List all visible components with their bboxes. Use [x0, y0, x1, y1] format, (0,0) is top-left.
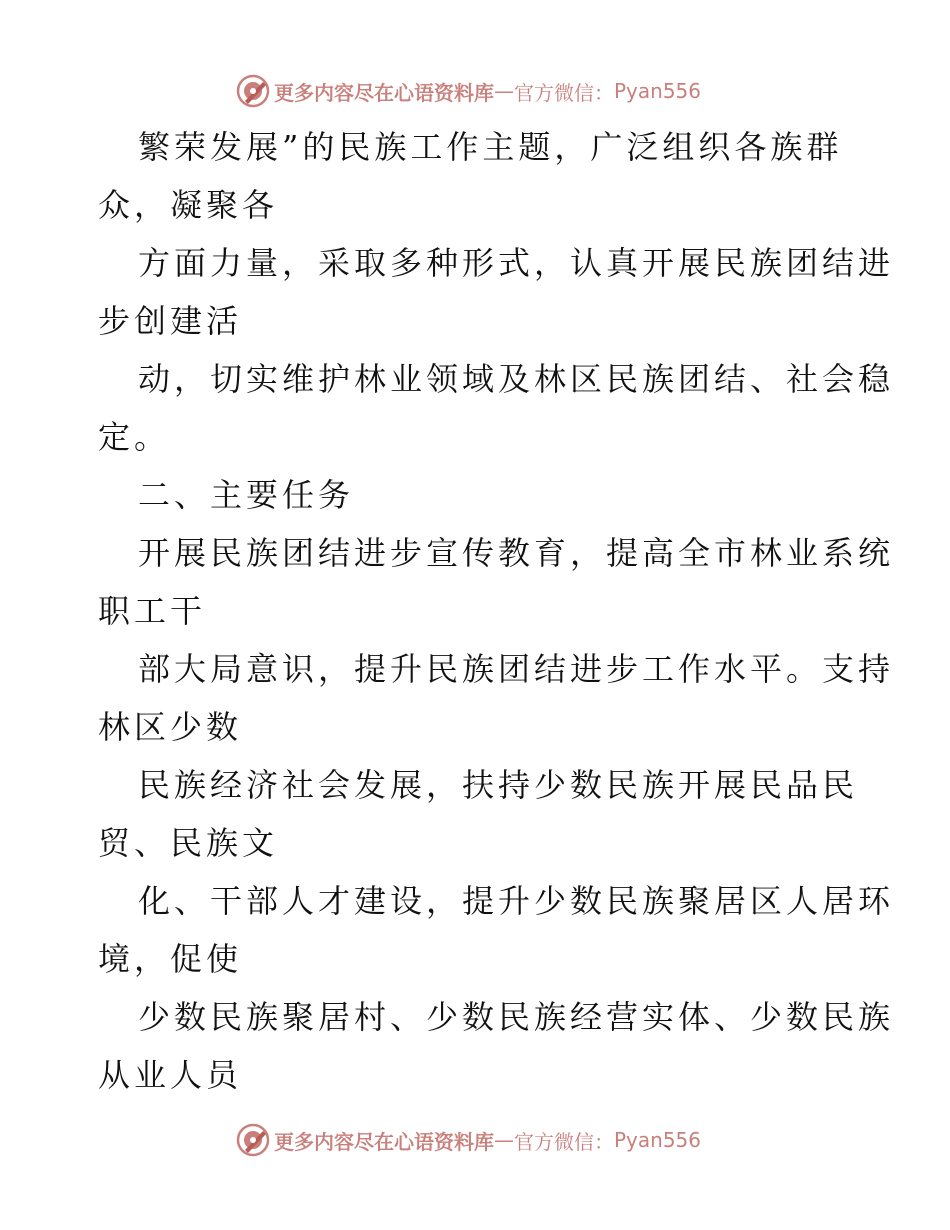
watermark-text: 更多内容尽在心语资料库 — [274, 80, 494, 105]
pen-logo-icon — [236, 74, 270, 108]
text-line: 方面力量，采取多种形式，认真开展民族团结进 — [138, 244, 895, 282]
text-line: 众，凝聚各 — [98, 186, 279, 224]
section-heading: 二、主要任务 — [138, 476, 355, 514]
text-line: 开展民族团结进步宣传教育，提高全市林业系统 — [138, 534, 895, 572]
footer-watermark — [236, 1122, 701, 1158]
text-line: 化、干部人才建设，提升少数民族聚居区人居环 — [138, 882, 895, 920]
text-line: 职工干 — [98, 592, 207, 630]
text-line: 部大局意识，提升民族团结进步工作水平。支持 — [138, 650, 895, 688]
text-line: 从业人员 — [98, 1056, 243, 1094]
text-line: 定。 — [98, 418, 171, 456]
document-body — [98, 118, 895, 1104]
text-line: 繁荣发展”的民族工作主题，广泛组织各族群 — [138, 128, 843, 166]
watermark-id: Pyan556 — [614, 79, 702, 103]
text-line: 林区少数 — [98, 708, 243, 746]
pen-logo-icon — [236, 1123, 270, 1157]
text-line: 步创建活 — [98, 302, 243, 340]
watermark-id: Pyan556 — [614, 1128, 702, 1152]
text-line: 动，切实维护林业领域及林区民族团结、社会稳 — [138, 360, 895, 398]
watermark-dash: — — [494, 1128, 514, 1152]
text-line: 民族经济社会发展，扶持少数民族开展民品民 — [138, 766, 859, 804]
watermark-label: 官方微信： — [514, 1129, 614, 1154]
text-line: 境，促使 — [98, 940, 243, 978]
text-line: 少数民族聚居村、少数民族经营实体、少数民族 — [138, 998, 895, 1036]
text-line: 贸、民族文 — [98, 824, 279, 862]
watermark-label: 官方微信： — [514, 80, 614, 105]
header-watermark — [236, 73, 701, 109]
watermark-text: 更多内容尽在心语资料库 — [274, 1129, 494, 1154]
watermark-dash: — — [494, 79, 514, 103]
